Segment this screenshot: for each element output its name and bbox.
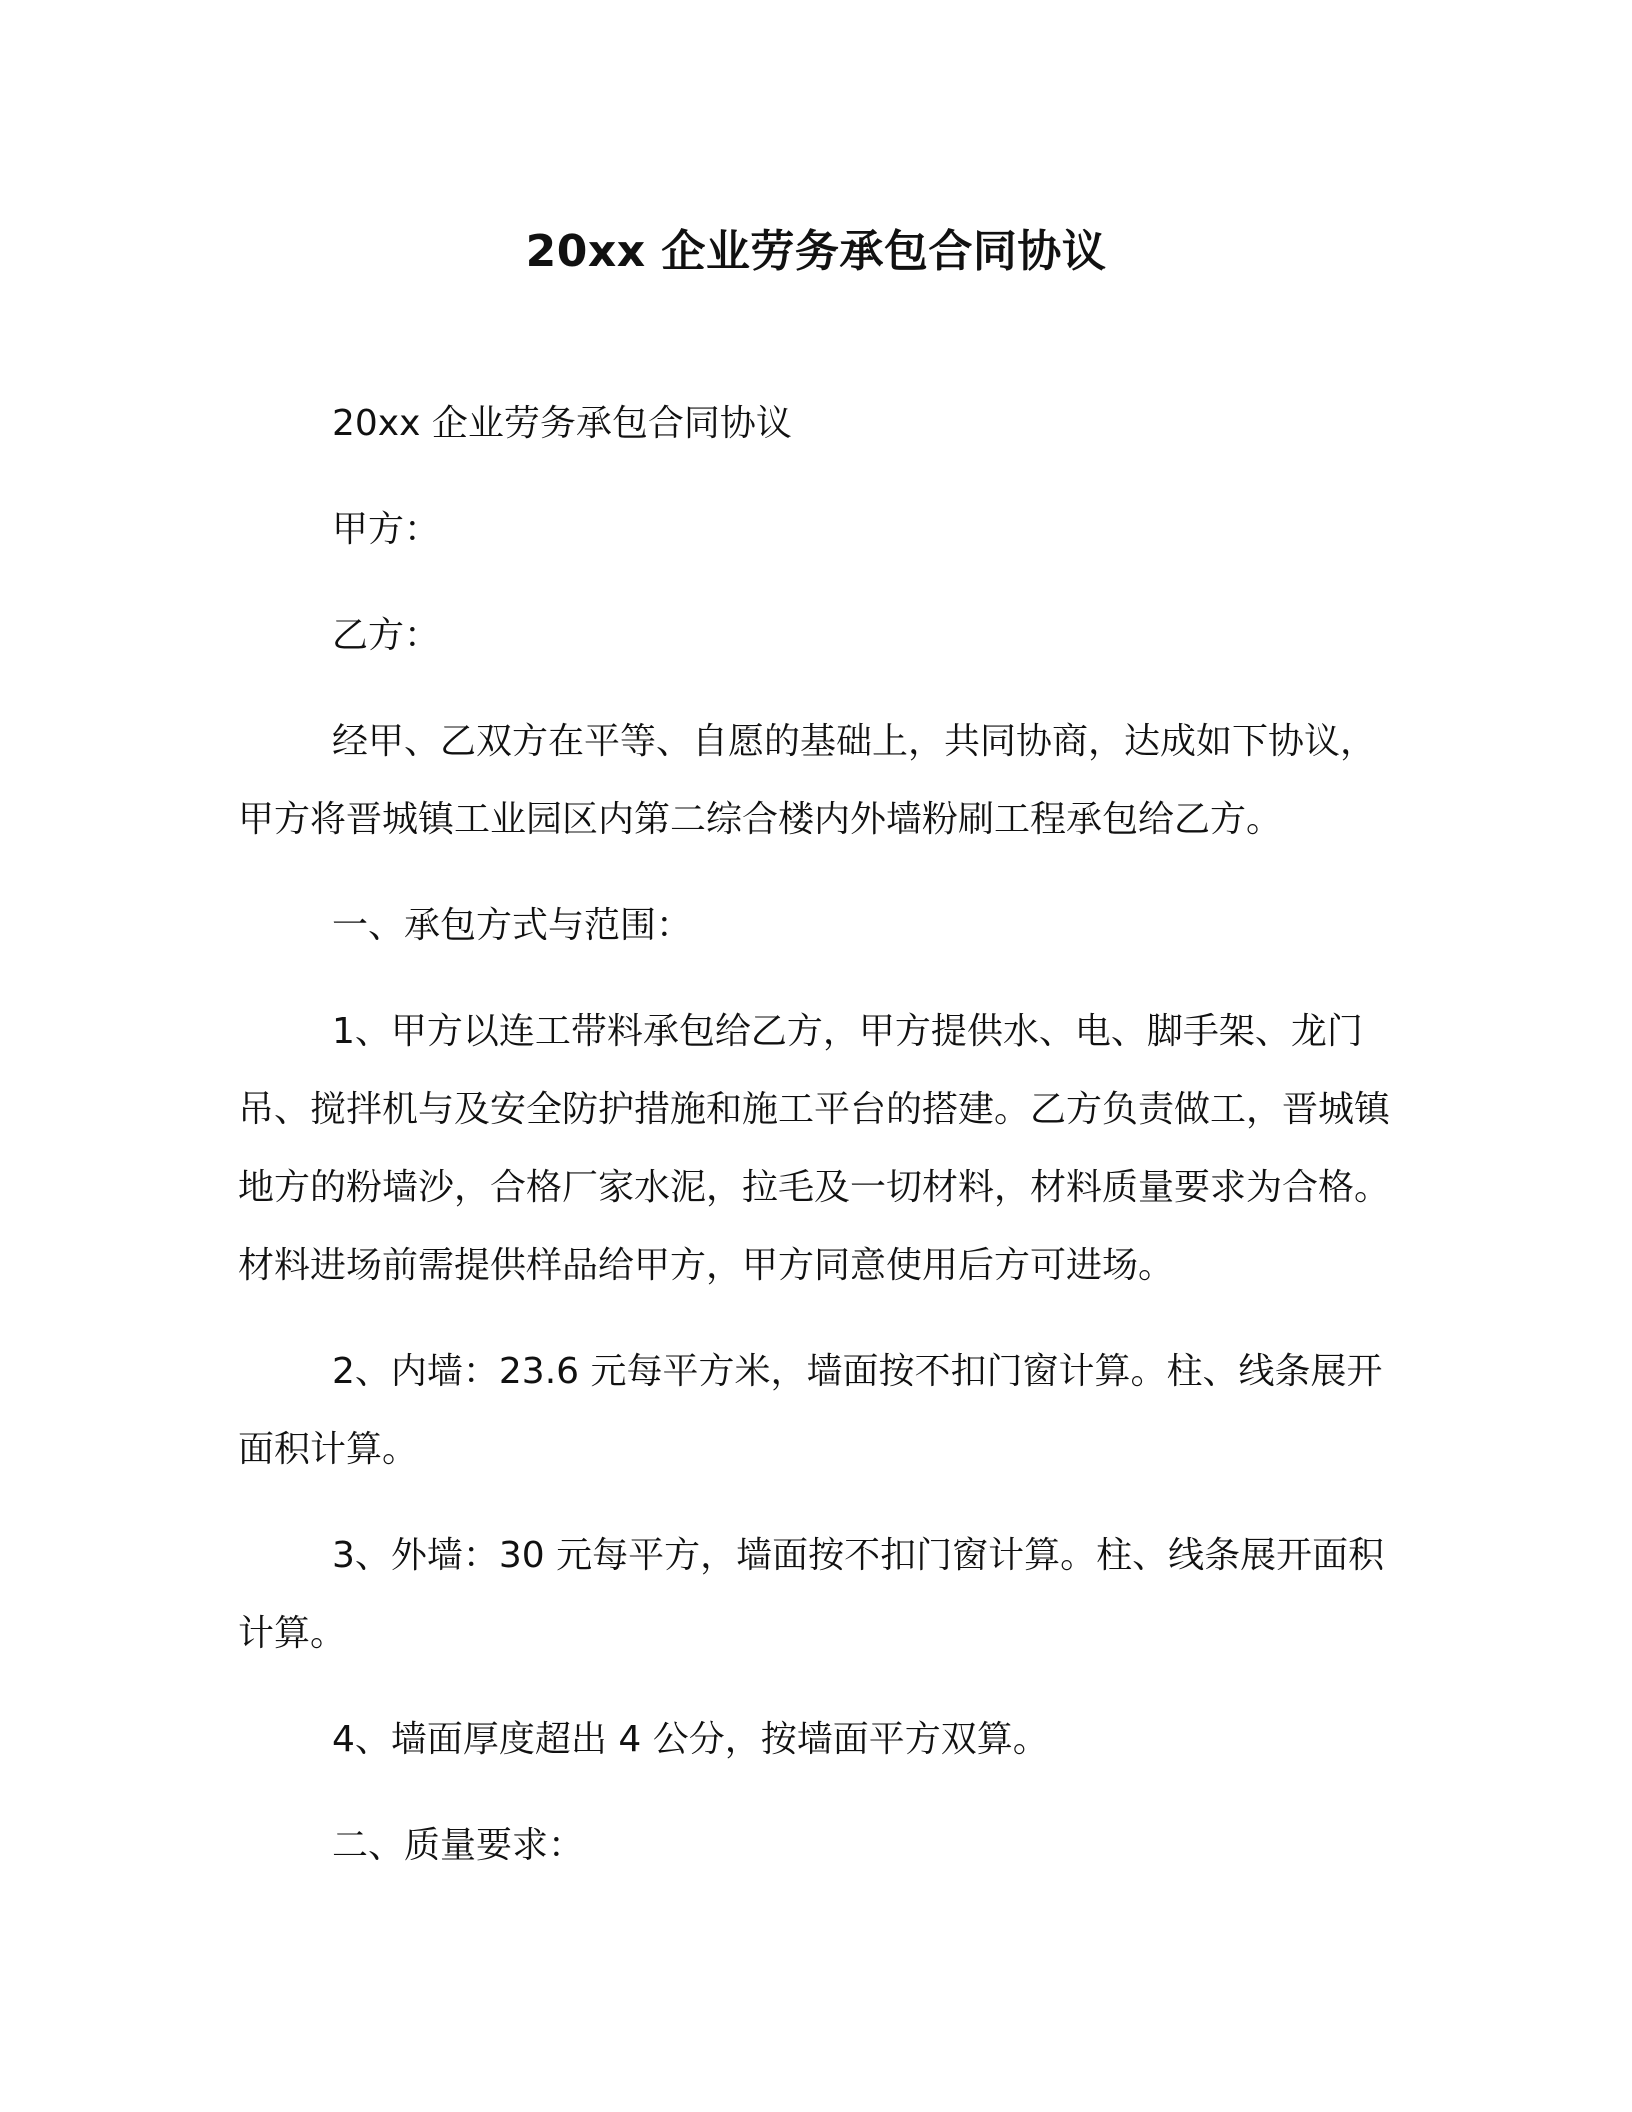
clause-3: 3、外墙：30 元每平方，墙面按不扣门窗计算。柱、线条展开面积计算。 [238,1535,1385,1654]
clause-2: 2、内墙：23.6 元每平方米，墙面按不扣门窗计算。柱、线条展开面积计算。 [238,1351,1383,1470]
paragraph-intro: 经甲、乙双方在平等、自愿的基础上，共同协商，达成如下协议，甲方将晋城镇工业园区内第二综合楼内外墙粉刷工程承包给乙方。 [238,721,1377,840]
section-heading-1: 一、承包方式与范围： [332,905,693,946]
paragraph-subtitle: 20xx 企业劳务承包合同协议 [332,403,792,444]
clause-4: 4、墙面厚度超出 4 公分，按墙面平方双算。 [332,1719,1049,1760]
section-heading-2: 二、质量要求： [332,1825,585,1866]
clause-1: 1、甲方以连工带料承包给乙方，甲方提供水、电、脚手架、龙门吊、搅拌机与及安全防护措施和施工平台的搭建。乙方负责做工，晋城镇地方的粉墙沙，合格厂家水泥，拉毛及一切材料，材料质量要求为合格。材料进场前需提供样品给甲方，甲方同意使用后方可进场。 [238,1011,1391,1286]
paragraph-party-b: 乙方： [332,615,441,656]
paragraph-party-a: 甲方： [332,509,441,550]
document-title: 20xx 企业劳务承包合同协议 [525,226,1107,277]
document-body [238,385,1398,1913]
